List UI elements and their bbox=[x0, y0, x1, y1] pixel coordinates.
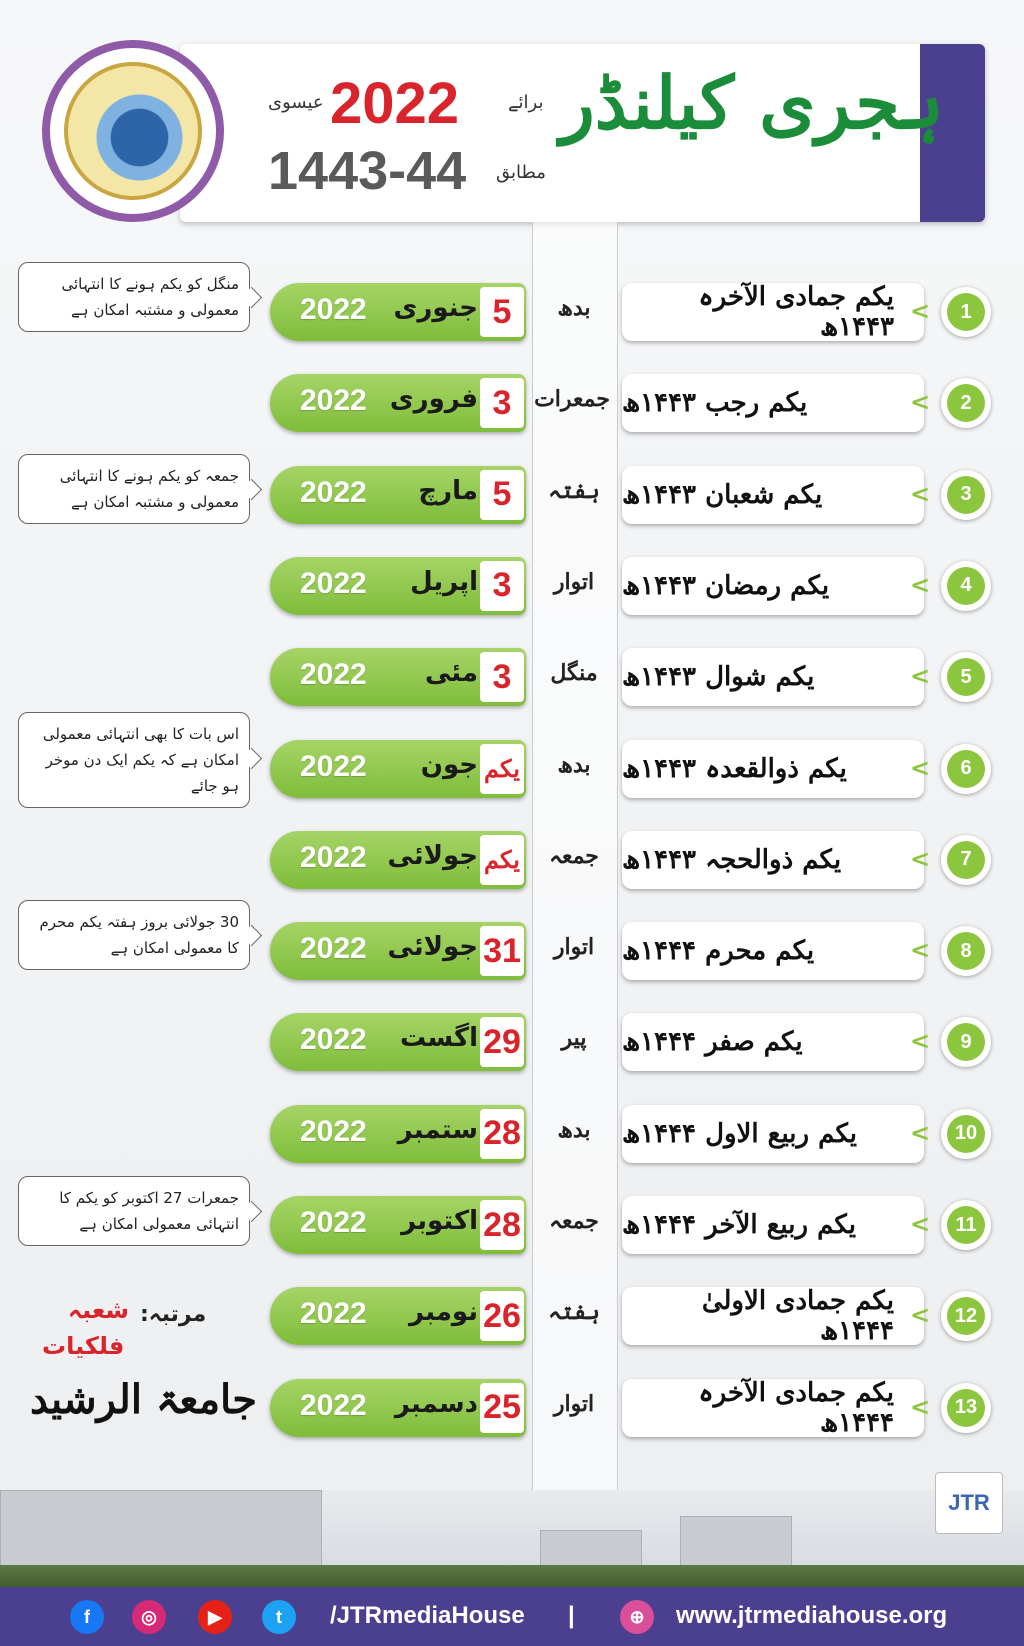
weekday: اتوار bbox=[553, 934, 595, 961]
gregorian-date-pill bbox=[270, 648, 526, 706]
logo-emblem bbox=[64, 62, 202, 200]
chevron-left-icon: < bbox=[910, 1118, 931, 1147]
hijri-date: یکم رمضان ۱۴۴۳ھ bbox=[622, 557, 924, 615]
gregorian-date-pill bbox=[270, 1287, 526, 1345]
gregorian-date-pill bbox=[270, 466, 526, 524]
chevron-left-icon: < bbox=[910, 1301, 931, 1330]
weekday: پیر bbox=[561, 1025, 587, 1052]
calendar-row bbox=[0, 1093, 1024, 1173]
gregorian-year: 2022 bbox=[300, 932, 367, 966]
row-number: 10 bbox=[947, 1115, 985, 1153]
calendar-row bbox=[0, 545, 1024, 625]
note-1: منگل کو یکم ہونے کا انتہائی معمولی و مشتبہ امکان ہے bbox=[18, 262, 250, 332]
gregorian-day: یکم bbox=[480, 744, 524, 794]
social-handle[interactable]: /JTRmediaHouse bbox=[330, 1602, 525, 1629]
row-number-badge bbox=[941, 561, 991, 611]
chevron-left-icon: < bbox=[910, 1392, 931, 1421]
hijri-date: یکم شوال ۱۴۴۳ھ bbox=[622, 648, 924, 706]
gregorian-year: 2022 bbox=[300, 1206, 367, 1239]
building-right bbox=[680, 1516, 792, 1572]
gregorian-day: 26 bbox=[480, 1291, 524, 1341]
weekday: بدھ bbox=[557, 295, 591, 321]
gregorian-day: 5 bbox=[480, 287, 524, 337]
row-number-badge bbox=[941, 287, 991, 337]
jtr-badge: JTR bbox=[935, 1472, 1003, 1534]
weekday: جمعہ bbox=[549, 842, 599, 869]
gregorian-month: جون bbox=[420, 749, 478, 780]
gregorian-month: اگست bbox=[399, 1023, 478, 1054]
chevron-left-icon: < bbox=[910, 1210, 931, 1238]
gregorian-day: 25 bbox=[480, 1383, 524, 1433]
gregorian-date-pill bbox=[270, 922, 526, 980]
row-number-badge bbox=[941, 1200, 991, 1250]
hijri-date: یکم جمادی الآخرہ ۱۴۴۳ھ bbox=[622, 283, 924, 341]
gregorian-year: 2022 bbox=[300, 293, 367, 326]
isvi-label: عیسوی bbox=[268, 92, 324, 113]
calendar-row bbox=[0, 1001, 1024, 1081]
row-number: 4 bbox=[947, 567, 985, 605]
weekday: ہفتہ bbox=[548, 477, 600, 504]
gregorian-day: 3 bbox=[480, 561, 524, 611]
youtube-icon[interactable]: ▶ bbox=[198, 1600, 232, 1634]
gregorian-year: 2022 bbox=[300, 566, 367, 600]
gregorian-date-pill bbox=[270, 1196, 526, 1254]
gregorian-year: 2022 bbox=[300, 1023, 367, 1057]
gregorian-month: جنوری bbox=[393, 293, 478, 323]
gregorian-day: 3 bbox=[480, 652, 524, 702]
row-number: 3 bbox=[947, 476, 985, 514]
building-left bbox=[0, 1490, 322, 1572]
calendar-row bbox=[0, 362, 1024, 442]
hijri-year-range: 1443-44 bbox=[268, 141, 467, 201]
note-5: جمعرات 27 اکتوبر کو یکم کا انتہائی معمولی امکان ہے bbox=[18, 1176, 250, 1246]
weekday: جمعرات bbox=[534, 386, 610, 413]
row-number: 6 bbox=[947, 750, 985, 788]
credit-institution: جامعۃ الرشید bbox=[30, 1376, 257, 1423]
instagram-icon[interactable]: ◎ bbox=[132, 1600, 166, 1634]
gregorian-month: نومبر bbox=[409, 1297, 478, 1328]
gregorian-day: یکم bbox=[480, 835, 524, 885]
chevron-left-icon: < bbox=[910, 297, 931, 325]
weekday: بدھ bbox=[557, 751, 591, 778]
note-2: جمعہ کو یکم ہونے کا انتہائی معمولی و مشتبہ امکان ہے bbox=[18, 454, 250, 524]
row-number: 12 bbox=[947, 1297, 985, 1335]
weekday: اتوار bbox=[553, 1390, 595, 1417]
website-link[interactable]: www.jtrmediahouse.org bbox=[676, 1602, 948, 1629]
weekday: اتوار bbox=[553, 568, 595, 595]
gregorian-month: دسمبر bbox=[394, 1388, 478, 1419]
gregorian-date-pill bbox=[270, 1105, 526, 1163]
baraye-label: برائے bbox=[508, 92, 544, 113]
row-number: 11 bbox=[947, 1206, 985, 1244]
chevron-left-icon: < bbox=[910, 1027, 931, 1056]
gregorian-date-pill bbox=[270, 1013, 526, 1071]
hijri-date: یکم جمادی الاولیٰ ۱۴۴۴ھ bbox=[622, 1287, 924, 1345]
hijri-date: یکم شعبان ۱۴۴۳ھ bbox=[622, 466, 924, 524]
gregorian-year: 2022 bbox=[300, 840, 367, 874]
chevron-left-icon: < bbox=[910, 936, 931, 965]
credit-dept-1: شعبہ bbox=[68, 1296, 130, 1324]
mutabiq-label: مطابق bbox=[496, 162, 546, 183]
gregorian-day: 29 bbox=[480, 1017, 524, 1067]
row-number: 9 bbox=[947, 1023, 985, 1061]
gregorian-day: 3 bbox=[480, 378, 524, 428]
page-title: ہجری کیلنڈر bbox=[560, 60, 944, 145]
calendar-row bbox=[0, 819, 1024, 899]
gregorian-year: 2022 bbox=[300, 384, 367, 418]
row-number: 8 bbox=[947, 932, 985, 970]
row-number-badge bbox=[941, 652, 991, 702]
gregorian-year: 2022 bbox=[300, 1297, 367, 1331]
row-number-badge bbox=[941, 378, 991, 428]
gregorian-year: 2022 bbox=[300, 1114, 367, 1148]
gregorian-day: 5 bbox=[480, 470, 524, 520]
credit-block bbox=[20, 1296, 260, 1446]
footer-bar bbox=[0, 1587, 1024, 1646]
row-number: 1 bbox=[947, 293, 985, 331]
row-number: 2 bbox=[947, 384, 985, 422]
gregorian-month: جولائی bbox=[387, 840, 478, 871]
weekday: ہفتہ bbox=[548, 1299, 600, 1326]
facebook-icon[interactable]: f bbox=[70, 1600, 104, 1634]
gregorian-day: 28 bbox=[480, 1109, 524, 1159]
chevron-left-icon: < bbox=[910, 753, 931, 782]
footer-separator: | bbox=[568, 1602, 575, 1629]
row-number: 5 bbox=[947, 658, 985, 696]
note-3: اس بات کا بھی انتہائی معمولی امکان ہے کہ یکم ایک دن موخر ہو جائے bbox=[18, 712, 250, 808]
chevron-left-icon: < bbox=[910, 388, 931, 417]
row-number-badge bbox=[941, 1383, 991, 1433]
gregorian-year: 2022 bbox=[300, 749, 367, 783]
gregorian-date-pill bbox=[270, 740, 526, 798]
weekday: جمعہ bbox=[549, 1208, 599, 1234]
gregorian-month: اکتوبر bbox=[401, 1206, 478, 1236]
gregorian-year: 2022 bbox=[300, 1388, 367, 1422]
gregorian-date-pill bbox=[270, 831, 526, 889]
gregorian-year: 2022 bbox=[330, 71, 460, 136]
hijri-date: یکم ربیع الآخر ۱۴۴۴ھ bbox=[622, 1196, 924, 1254]
gregorian-year: 2022 bbox=[300, 658, 367, 692]
gregorian-date-pill bbox=[270, 557, 526, 615]
hijri-date: یکم ذوالحجہ ۱۴۴۳ھ bbox=[622, 831, 924, 889]
globe-icon: ⊕ bbox=[620, 1600, 654, 1634]
gregorian-day: 28 bbox=[480, 1200, 524, 1250]
tree-line bbox=[0, 1565, 1024, 1589]
gregorian-month: اپریل bbox=[410, 566, 478, 597]
row-number-badge bbox=[941, 1109, 991, 1159]
credit-label: مرتبہ: bbox=[140, 1302, 207, 1327]
weekday: بدھ bbox=[557, 1116, 591, 1143]
row-number-badge bbox=[941, 1017, 991, 1067]
row-number-badge bbox=[941, 835, 991, 885]
row-number-badge bbox=[941, 1291, 991, 1341]
twitter-icon[interactable]: t bbox=[262, 1600, 296, 1634]
gregorian-date-pill bbox=[270, 1379, 526, 1437]
gregorian-month: فروری bbox=[389, 384, 478, 415]
gregorian-year: 2022 bbox=[300, 475, 367, 509]
row-number-badge bbox=[941, 926, 991, 976]
row-number: 13 bbox=[947, 1389, 985, 1427]
hijri-date: یکم صفر ۱۴۴۴ھ bbox=[622, 1013, 924, 1071]
note-4: 30 جولائی بروز ہفتہ یکم محرم کا معمولی امکان ہے bbox=[18, 900, 250, 970]
gregorian-month: مئی bbox=[424, 658, 478, 689]
chevron-left-icon: < bbox=[910, 479, 931, 508]
chevron-left-icon: < bbox=[910, 570, 931, 599]
chevron-left-icon: < bbox=[910, 844, 931, 873]
calendar-row bbox=[0, 636, 1024, 716]
chevron-left-icon: < bbox=[910, 662, 931, 691]
institution-logo bbox=[42, 40, 224, 222]
hijri-date: یکم جمادی الآخرہ ۱۴۴۴ھ bbox=[622, 1379, 924, 1437]
credit-dept-2: فلکیات bbox=[42, 1332, 125, 1360]
hijri-date: یکم رجب ۱۴۴۳ھ bbox=[622, 374, 924, 432]
gregorian-day: 31 bbox=[480, 926, 524, 976]
hijri-date: یکم ربیع الاول ۱۴۴۴ھ bbox=[622, 1105, 924, 1163]
gregorian-date-pill bbox=[270, 283, 526, 341]
row-number-badge bbox=[941, 470, 991, 520]
gregorian-month: ستمبر bbox=[397, 1114, 478, 1145]
gregorian-month: جولائی bbox=[387, 932, 478, 963]
hijri-date: یکم محرم ۱۴۴۴ھ bbox=[622, 922, 924, 980]
gregorian-date-pill bbox=[270, 374, 526, 432]
gregorian-month: مارچ bbox=[418, 475, 478, 506]
row-number: 7 bbox=[947, 841, 985, 879]
hijri-date: یکم ذوالقعدہ ۱۴۴۳ھ bbox=[622, 740, 924, 798]
weekday: منگل bbox=[550, 660, 598, 687]
row-number-badge bbox=[941, 744, 991, 794]
